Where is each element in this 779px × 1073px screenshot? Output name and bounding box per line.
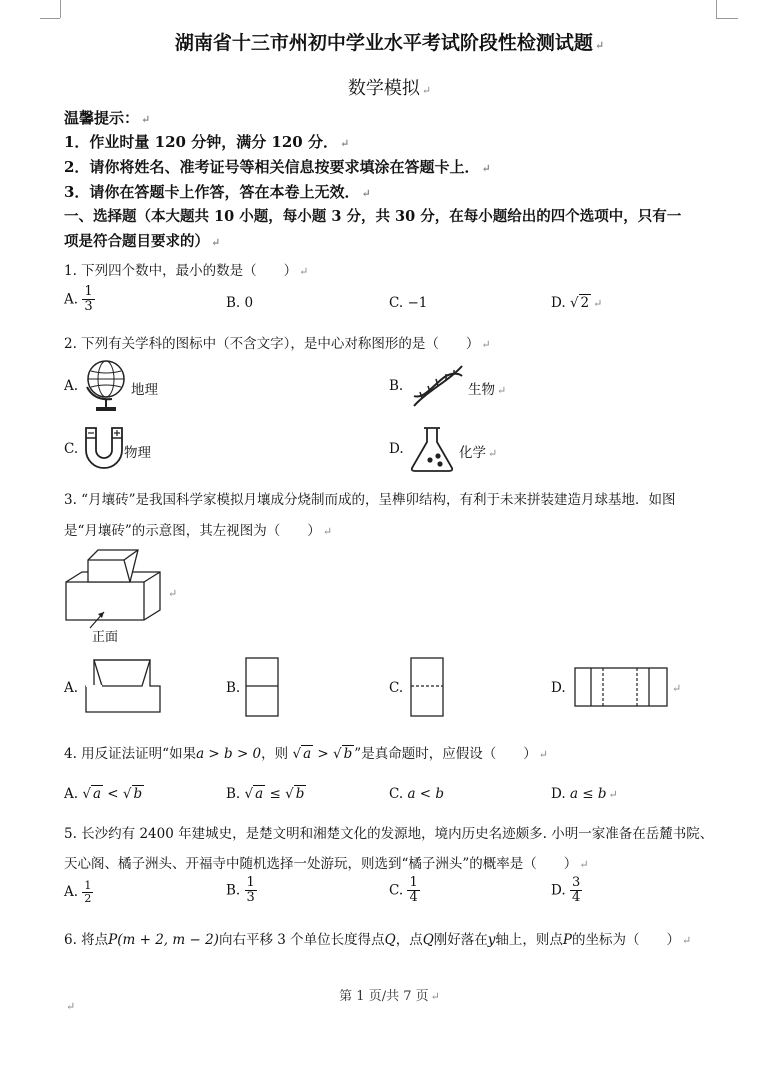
q3-option-b-figure xyxy=(244,656,280,718)
end-paragraph-mark: ↵ xyxy=(66,1000,76,1013)
q1-option-c: C. −1 xyxy=(389,295,428,311)
q4-option-c: C. a < b xyxy=(389,786,445,802)
q5-stem-line2: 天心阁、橘子洲头、开福寺中随机选择一处游玩，则选到“橘子洲头”的概率是（ ） ↵ xyxy=(64,856,589,872)
q2-option-b-text: 生物 ↵ xyxy=(468,382,507,398)
page-footer: 第 1 页/共 7 页 ↵ xyxy=(339,989,440,1004)
q3-option-a-figure xyxy=(84,656,164,716)
page-subtitle: 数学模拟 ↵ xyxy=(347,78,432,99)
crop-mark-top-left xyxy=(60,0,62,18)
tip-3: 3．请你在答题卡上作答，答在本卷上无效． ↵ xyxy=(64,183,371,201)
q6-stem: 6. 将点P(m + 2, m − 2)向右平移 3 个单位长度得点Q，点Q刚好落在y轴上，则点P的坐标为（ ） ↵ xyxy=(64,932,692,948)
q1-option-b: B. 0 xyxy=(226,295,254,311)
page-title: 湖南省十三市州初中学业水平考试阶段性检测试题 ↵ xyxy=(174,32,605,54)
q5-option-a: A. $\frac{1}{2}$ xyxy=(64,879,92,906)
q2-stem: 2. 下列有关学科的图标中（不含文字），是中心对称图形的是（ ） ↵ xyxy=(64,336,491,352)
magnet-icon xyxy=(82,424,126,472)
q1-option-a: A. $\frac{1}{3}$ xyxy=(64,284,93,315)
q5-stem-line1: 5. 长沙约有 2400 年建城史，是楚文明和湘楚文化的发源地，境内历史名迹颇多. 小明一家准备在岳麓书院、 xyxy=(64,826,714,842)
q2-option-a-label: A. xyxy=(64,378,79,394)
crop-mark-top-right xyxy=(716,0,718,18)
q1-option-d: D. √ 2 ↵ xyxy=(551,295,603,311)
q2-option-a-text: 地理 xyxy=(131,382,158,398)
q3-option-d-label: D. xyxy=(551,680,566,696)
q3-option-c-figure xyxy=(409,656,445,718)
q4-stem: 4. 用反证法证明“如果a > b > 0，则 √ a > √ b ”是真命题时，应假设（ ） ↵ xyxy=(64,746,548,762)
q4-option-a: A. √ a < √ b xyxy=(64,786,143,802)
q2-option-b-label: B. xyxy=(389,378,404,394)
flask-icon xyxy=(408,424,456,474)
q2-option-c-label: C. xyxy=(64,441,79,457)
q5-option-d: D. $\frac{3}{4}$ xyxy=(551,875,581,906)
q5-option-b: B. $\frac{1}{3}$ xyxy=(226,875,255,906)
tip-1: 1．作业时量 120 分钟，满分 120 分． ↵ xyxy=(64,133,350,151)
q2-option-d-label: D. xyxy=(389,441,404,457)
q5-option-c: C. $\frac{1}{4}$ xyxy=(389,875,418,906)
crop-mark-top-right-h xyxy=(716,18,738,20)
q2-option-c-text: 物理 xyxy=(124,445,151,461)
q3-options-return: ↵ xyxy=(672,682,682,695)
crop-mark-top-left-h xyxy=(40,18,60,20)
section-heading-line2: 项是符合题目要求的） ↵ xyxy=(64,233,221,250)
q4-option-b: B. √ a ≤ √ b xyxy=(226,786,305,802)
section-heading-line1: 一、选择题（本大题共 10 小题，每小题 3 分，共 30 分，在每小题给出的四个选项中，只有一 xyxy=(64,208,682,225)
q2-option-d-text: 化学 ↵ xyxy=(459,445,498,461)
q3-option-a-label: A. xyxy=(64,680,79,696)
q3-option-d-figure xyxy=(573,666,669,708)
tips-heading: 温馨提示： ↵ xyxy=(64,109,151,127)
tip-2: 2．请你将姓名、准考证号等相关信息按要求填涂在答题卡上． ↵ xyxy=(64,158,491,176)
dna-icon xyxy=(410,362,466,410)
q4-option-d: D. a ≤ b ↵ xyxy=(551,786,618,802)
q3-option-b-label: B. xyxy=(226,680,241,696)
q3-stem-line2: 是“月壤砖”的示意图，其左视图为（ ） ↵ xyxy=(64,523,333,539)
q1-stem: 1. 下列四个数中，最小的数是（ ） ↵ xyxy=(64,263,309,279)
globe-icon xyxy=(84,357,130,413)
q3-figure-return: ↵ xyxy=(168,587,178,600)
q3-front-label: 正面 xyxy=(92,630,119,645)
q3-option-c-label: C. xyxy=(389,680,404,696)
q3-stem-line1: 3. “月壤砖”是我国科学家模拟月壤成分烧制而成的，呈榫卯结构，有利于未来拼装建造月球基地．如图 xyxy=(64,492,676,508)
